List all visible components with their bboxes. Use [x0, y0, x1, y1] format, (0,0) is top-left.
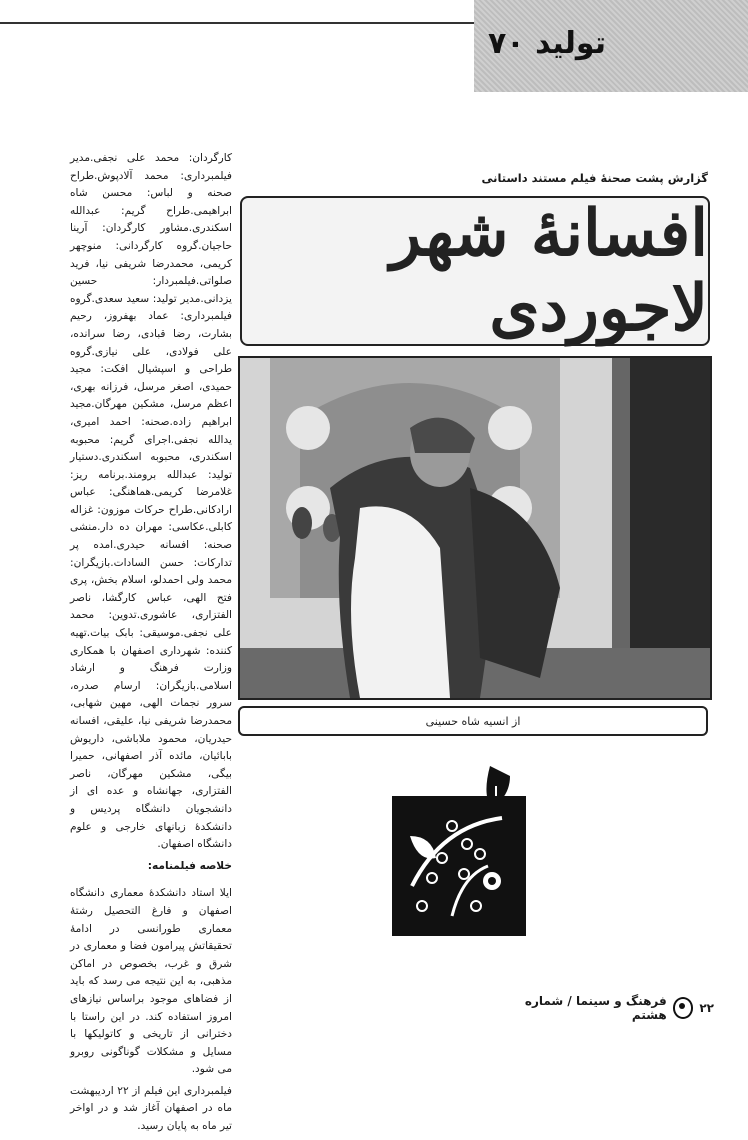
- article-kicker: گزارش پشت صحنهٔ فیلم مستند داستانی: [481, 171, 708, 185]
- floral-calligraphy-logo: [392, 766, 526, 936]
- photo-illustration: [240, 358, 710, 698]
- page-number: ۲۲: [699, 1001, 714, 1015]
- synopsis-paragraph: فیلمبرداری این فیلم از ۲۲ اردیبهشت ماه در اصفهان آغاز شد و در اواخر تیر ماه به پایان رسید.: [70, 1084, 232, 1133]
- title-box: [240, 196, 710, 346]
- article-title: افسانهٔ شهر لاجوردی: [390, 196, 708, 346]
- credits-paragraph: کارگردان: محمد علی نجفی.مدیر فیلمبرداری: محمد آلادپوش.طراح صحنه و لباس: محسن شاه ابراهیمی.طراح گریم: عبدالله اسکندری.مشاور کارگردان: آرینا حاجیان.گروه کارگردانی: منوچهر کریمی، محمدرضا شریفی نیا، فرید صلواتی.فیلمبردار: حسین یزدانی.مدیر تولید: سعید سعدی.گروه فیلمبرداری: عماد بهفروز، رحیم بشارت، رضا قبادی، رضا سرانده، علی فولادی، علی نیازی.گروه طراحی و اسپشیال افکت: مجید حمیدی، اصغر مرسل، فرزانه بهری، اعظم مرسل، مشکین مهرگان.مجید ابراهیم زاده.صحنه: احمد امیری، یدالله نجفی.اجرای گریم: محبوبه اسکندری، محبوبه اسکندری.دستیار تولید: عبدالله برومند.برنامه ریز: غلامرضا کریمی.هماهنگی: عباس ارادکانی.طراح حرکات موزون: غزاله کابلی.عکاسی: مهران ده دار.منشی صحنه: افسانه حیدری.امده پر تدارکات: حسن السادات.بازیگران: محمد ولی احمدلو، اسلام بخش، پری فتح الهی، عباس کارگشا، ناصر الفتزاری، عاشوری.تدوین: محمد علی نجفی.موسیقی: بابک بیات.تهیه کننده: شهرداری اصفهان با همکاری وزارت فرهنگ و ارشاد اسلامی.بازیگران: ارسام صدره، سرور نجمات الهی، مهین شهابی، محمدرضا شریفی نیا، علیقی، افسانه حیدریان، محمود ملاباشی، داریوش بابائیان، مائده آذر اصفهانی، حمیرا بیگی، مشکین مهرگان، ناصر الفتزاری، جهانشاه و عده ای از دانشجویان دانشگاه پردیس و دانشکدهٔ زبانهای خارجی و علوم دانشگاه اصفهان.: [70, 152, 232, 851]
- film-still-photo: [238, 356, 712, 700]
- publication-name: فرهنگ و سینما / شماره هشتم: [524, 994, 667, 1022]
- credits-column: [70, 150, 232, 1140]
- synopsis-heading: خلاصه فیلمنامه:: [147, 859, 232, 872]
- top-rule: [0, 22, 478, 24]
- photo-caption: از انسیه شاه حسینی: [238, 706, 708, 736]
- synopsis-paragraph: ایلا استاد دانشکدهٔ معماری دانشگاه اصفهان و فارغ التحصیل رشتهٔ معماری طورانسی در ادامهٔ تحقیقاتش پیرامون فضا و معماری در شرق و غرب، بخصوص در اماکن مذهبی، به این نتیجه می رسد که باید از فضاهای موجود براساس نیازهای امروز استفاده کند. در این راستا با دخترانی از تاریخی و کاتولیکها با مسایل و مشکلات گوناگونی روبرو می شود.: [70, 887, 232, 1076]
- magazine-emblem-icon: [673, 997, 694, 1019]
- page-footer: [500, 994, 714, 1022]
- section-label: تولید ۷۰: [488, 26, 606, 61]
